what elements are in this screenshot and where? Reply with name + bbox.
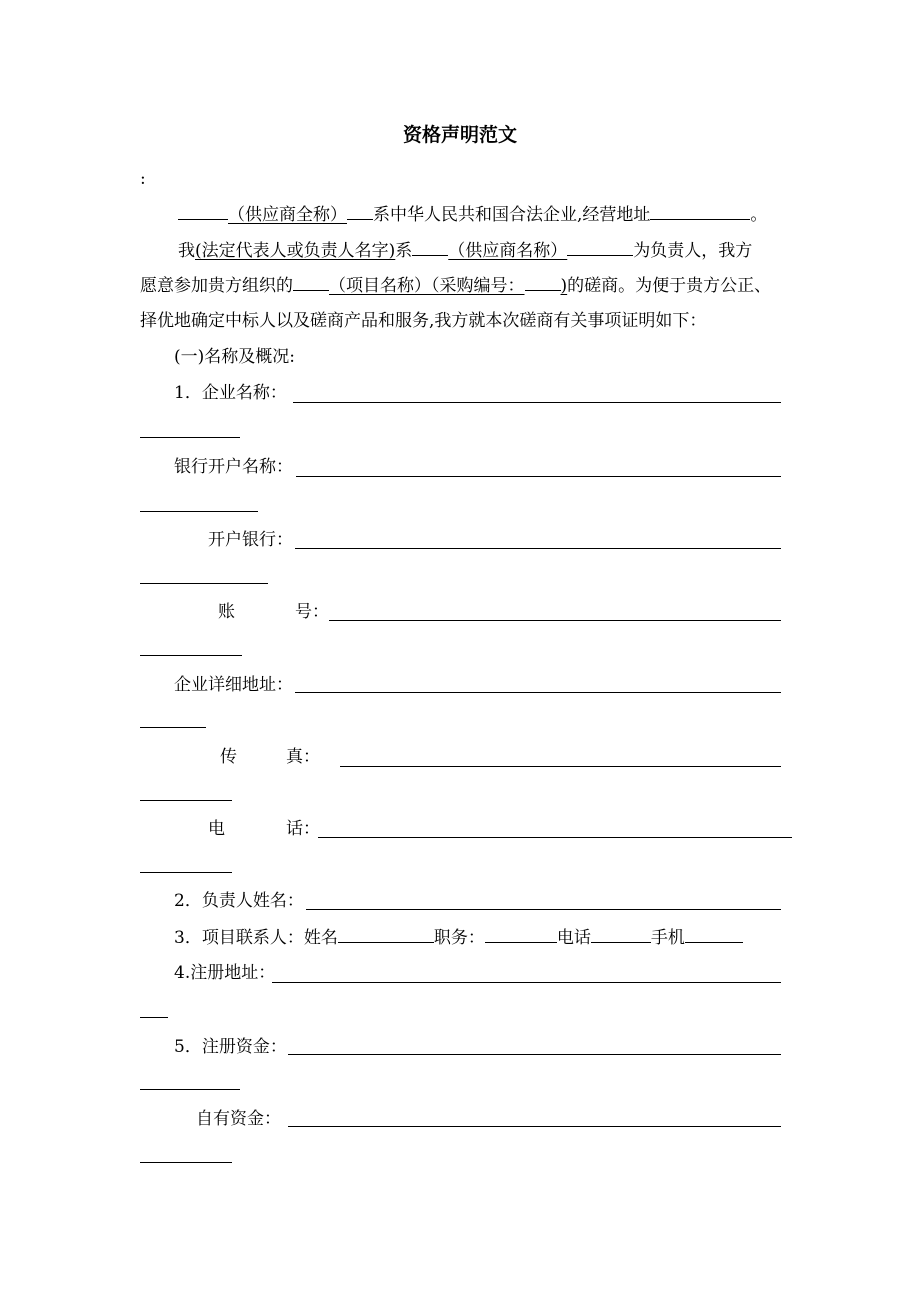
paragraph-3-prefix: 愿意参加贵方组织的	[140, 276, 293, 296]
blank	[412, 239, 448, 256]
registered-address-line-cont[interactable]	[140, 1017, 168, 1018]
own-capital-line-cont[interactable]	[140, 1162, 232, 1163]
bank-account-name-line[interactable]	[296, 476, 781, 477]
paragraph-3	[140, 274, 771, 297]
person-in-charge-line[interactable]	[306, 909, 781, 910]
address-line[interactable]	[295, 692, 781, 693]
paragraph-4: 择优地确定中标人以及磋商产品和服务,我方就本次磋商有关事项证明如下：	[140, 311, 707, 331]
legal-rep-placeholder: (法定代表人或负责人名字)	[195, 241, 396, 261]
fax-line[interactable]	[340, 766, 781, 767]
contact-name-blank[interactable]	[338, 926, 434, 943]
registered-address-line[interactable]	[272, 982, 781, 983]
phone-label-char-2: 话：	[286, 819, 320, 839]
blank	[293, 274, 329, 291]
document-title: 资格声明范文	[402, 124, 517, 146]
company-name-line-cont[interactable]	[140, 437, 240, 438]
registered-capital-label: 5．注册资金：	[174, 1037, 287, 1057]
account-number-line-cont[interactable]	[140, 655, 242, 656]
section-1-heading: (一)名称及概况:	[174, 347, 295, 367]
paragraph-1	[178, 203, 767, 226]
company-name-line[interactable]	[293, 402, 781, 403]
salutation: :	[140, 169, 146, 189]
bank-account-name-label: 银行开户名称：	[174, 457, 293, 477]
account-label-char-1: 账	[218, 602, 235, 622]
account-label-char-2: 号：	[295, 602, 329, 622]
contact-phone-label: 电话	[556, 928, 591, 948]
contact-name-label: 姓名	[303, 928, 338, 948]
paragraph-3-suffix: 的磋商。为便于贵方公正、	[567, 276, 772, 296]
address-label: 企业详细地址：	[174, 675, 293, 695]
supplier-full-name-placeholder: （供应商全称）	[228, 205, 347, 225]
blank	[178, 203, 228, 220]
bank-line-cont[interactable]	[140, 583, 268, 584]
registered-capital-line-cont[interactable]	[140, 1089, 240, 1090]
person-in-charge-label: 2．负责人姓名：	[174, 891, 304, 911]
blank	[567, 239, 633, 256]
phone-label	[208, 818, 320, 840]
bank-account-name-line-cont[interactable]	[140, 511, 258, 512]
procurement-no-placeholder: （采购编号：	[431, 276, 525, 296]
own-capital-line[interactable]	[288, 1126, 781, 1127]
address-line-cont[interactable]	[140, 727, 206, 728]
paragraph-2-prefix: 我	[178, 241, 195, 261]
contact-position-blank[interactable]	[485, 926, 557, 943]
project-name-placeholder: （项目名称）	[329, 276, 431, 296]
account-number-label	[218, 601, 329, 623]
contact-mobile-blank[interactable]	[685, 926, 743, 943]
supplier-name-placeholder: （供应商名称）	[448, 241, 568, 261]
procurement-no-blank	[525, 274, 561, 291]
registered-address-label: 4.注册地址：	[174, 963, 276, 983]
fax-label	[220, 746, 320, 768]
registered-capital-line[interactable]	[288, 1054, 781, 1055]
phone-line[interactable]	[318, 837, 792, 838]
phone-label-char-1: 电	[208, 819, 225, 839]
paragraph-2	[178, 239, 752, 262]
contact-prefix: 3．项目联系人：	[174, 928, 304, 948]
account-number-line[interactable]	[329, 620, 781, 621]
bank-line[interactable]	[295, 548, 781, 549]
paragraph-1-text: 系中华人民共和国合法企业,经营地址	[373, 205, 651, 225]
paragraph-3-close: )	[560, 276, 568, 296]
phone-line-cont[interactable]	[140, 872, 232, 873]
bank-label: 开户银行：	[208, 530, 293, 550]
contact-position-label: 职务：	[433, 928, 485, 948]
project-contact-row	[174, 926, 743, 949]
paragraph-1-end: 。	[750, 205, 768, 225]
contact-mobile-label: 手机	[650, 928, 685, 948]
paragraph-2-responsible: 为负责人，我方	[633, 241, 753, 261]
blank	[347, 203, 373, 220]
own-capital-label: 自有资金：	[196, 1109, 281, 1129]
fax-label-char-1: 传	[220, 747, 237, 767]
fax-label-char-2: 真：	[286, 747, 320, 767]
paragraph-2-xi: 系	[395, 241, 413, 261]
company-name-label: 1．企业名称：	[174, 383, 287, 403]
contact-phone-blank[interactable]	[591, 926, 651, 943]
business-address-blank	[650, 203, 750, 220]
fax-line-cont[interactable]	[140, 800, 232, 801]
